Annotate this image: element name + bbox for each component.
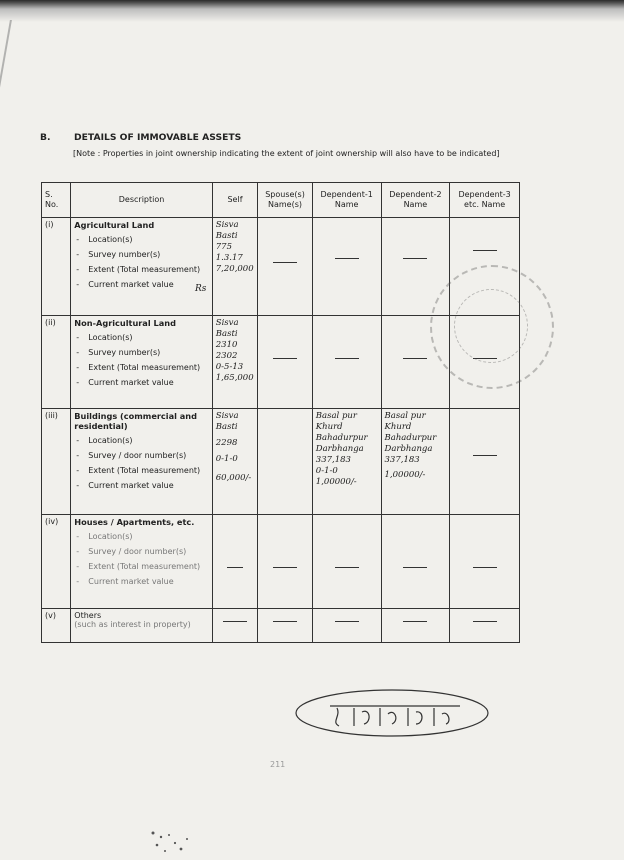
dependent-1-cell (312, 515, 381, 609)
row-item: - Location(s) (74, 333, 208, 343)
dependent-2-cell (381, 515, 450, 609)
page-number: 211 (270, 760, 286, 769)
blank-dash (473, 567, 497, 568)
handwritten-entry: Khurd (315, 422, 343, 432)
self-cell (212, 316, 257, 409)
handwritten-signature (292, 686, 492, 740)
row-item: - Location(s) (74, 532, 208, 542)
row-item: - Current market value (74, 481, 208, 491)
handwritten-entry: 337,183 (384, 455, 420, 465)
handwritten-entry: Basti (215, 231, 238, 241)
row-item: - Survey number(s) (74, 250, 208, 260)
blank-dash (335, 567, 359, 568)
row-item: - Current market value (74, 280, 208, 290)
handwritten-entry: 60,000/- (215, 473, 252, 483)
handwritten-entry: 2298 (215, 438, 238, 448)
handwritten-entry: Basal pur (315, 411, 357, 421)
handwritten-entry: 1,00000/- (384, 470, 426, 480)
row-item: - Survey number(s) (74, 348, 208, 358)
table-row-houses (42, 515, 520, 609)
row-description (71, 218, 212, 316)
handwritten-entry: 1,00000/- (315, 477, 357, 487)
col-dependent-3: Dependent-3 etc. Name (450, 183, 520, 218)
row-item: - Extent (Total measurement) (74, 363, 208, 373)
dependent-3-cell (450, 515, 520, 609)
handwritten-entry: Khurd (384, 422, 412, 432)
blank-dash (403, 621, 427, 622)
handwritten-entry: Sisva (215, 318, 239, 328)
blank-dash (335, 621, 359, 622)
handwritten-entry: 2302 (215, 351, 238, 361)
handwritten-entry: 0-1-0 (215, 454, 238, 464)
table-row-buildings (42, 409, 520, 515)
official-stamp-seal (430, 265, 554, 389)
col-dependent-2: Dependent-2 Name (381, 183, 450, 218)
blank-dash (403, 567, 427, 568)
dependent-1-cell (312, 609, 381, 643)
scan-speckle (145, 825, 195, 855)
handwritten-entry: 1,65,000 (215, 373, 254, 383)
immovable-assets-table (41, 182, 520, 643)
row-description (71, 609, 212, 643)
row-sno: (ii) (42, 316, 71, 409)
self-cell (212, 609, 257, 643)
dependent-1-cell (312, 218, 381, 316)
row-sno: (iv) (42, 515, 71, 609)
self-cell (212, 409, 257, 515)
row-item: - Current market value (74, 577, 208, 587)
row-item: - Location(s) (74, 235, 208, 245)
row-subtitle: (such as interest in property) (74, 620, 191, 629)
row-item: - Extent (Total measurement) (74, 265, 208, 275)
section-title: DETAILS OF IMMOVABLE ASSETS (74, 132, 242, 143)
blank-dash (335, 358, 359, 359)
self-cell (212, 218, 257, 316)
row-item: - Survey / door number(s) (74, 547, 208, 557)
row-item: - Current market value (74, 378, 208, 388)
blank-dash (473, 250, 497, 251)
dependent-1-cell (312, 316, 381, 409)
handwritten-entry: Bahadurpur (315, 433, 368, 443)
col-sno: S. No. (42, 183, 71, 218)
handwritten-entry: 0-1-0 (315, 466, 338, 476)
blank-dash (403, 258, 427, 259)
row-title: Buildings (commercial and residential) (74, 411, 197, 431)
row-sno: (i) (42, 218, 71, 316)
col-self: Self (212, 183, 257, 218)
dependent-1-cell (312, 409, 381, 515)
joint-ownership-note: [Note : Properties in joint ownership indicating the extent of joint ownership will also have to be indicated] (73, 149, 500, 158)
dependent-2-cell (381, 609, 450, 643)
table-row-others (42, 609, 520, 643)
handwritten-entry: 1.3.17 (215, 253, 243, 263)
handwritten-entry: 775 (215, 242, 232, 252)
handwritten-entry: 7,20,000 (215, 264, 254, 274)
blank-dash (223, 621, 247, 622)
row-sno: (v) (42, 609, 71, 643)
blank-dash (473, 621, 497, 622)
col-spouse: Spouse(s) Name(s) (258, 183, 313, 218)
table-header-row (42, 183, 520, 218)
blank-dash (227, 567, 243, 568)
handwritten-entry: 0-5-13 (215, 362, 244, 372)
spouse-cell (258, 515, 313, 609)
row-title: Non-Agricultural Land (74, 318, 176, 328)
row-item: - Location(s) (74, 436, 208, 446)
handwritten-entry: Basti (215, 422, 238, 432)
scan-edge-shadow (0, 0, 624, 22)
blank-dash (273, 262, 297, 263)
handwritten-entry: 337,183 (315, 455, 351, 465)
blank-dash (335, 258, 359, 259)
row-title: Houses / Apartments, etc. (74, 517, 195, 527)
row-title: Agricultural Land (74, 220, 155, 230)
row-item: - Extent (Total measurement) (74, 466, 208, 476)
blank-dash (273, 567, 297, 568)
row-item: - Survey / door number(s) (74, 451, 208, 461)
self-cell (212, 515, 257, 609)
rs-prefix: Rs (195, 284, 207, 294)
spouse-cell (258, 218, 313, 316)
handwritten-entry: Bahadurpur (384, 433, 437, 443)
handwritten-entry: Darbhanga (384, 444, 433, 454)
handwritten-entry: Basti (215, 329, 238, 339)
blank-dash (273, 621, 297, 622)
dependent-2-cell (381, 409, 450, 515)
blank-dash (403, 358, 427, 359)
row-title: Others (74, 611, 102, 620)
dependent-3-cell (450, 409, 520, 515)
col-description: Description (71, 183, 212, 218)
row-description (71, 515, 212, 609)
row-item: - Extent (Total measurement) (74, 562, 208, 572)
scan-margin-mark (0, 20, 32, 110)
col-dependent-1: Dependent-1 Name (312, 183, 381, 218)
blank-dash (473, 455, 497, 456)
spouse-cell (258, 609, 313, 643)
handwritten-entry: Basal pur (384, 411, 426, 421)
section-number: B. (40, 132, 51, 143)
row-sno: (iii) (42, 409, 71, 515)
row-description (71, 316, 212, 409)
dependent-3-cell (450, 609, 520, 643)
row-description (71, 409, 212, 515)
handwritten-entry: Sisva (215, 220, 239, 230)
handwritten-entry: Sisva (215, 411, 239, 421)
blank-dash (273, 358, 297, 359)
spouse-cell (258, 409, 313, 515)
handwritten-entry: Darbhanga (315, 444, 364, 454)
handwritten-entry: 2310 (215, 340, 238, 350)
spouse-cell (258, 316, 313, 409)
